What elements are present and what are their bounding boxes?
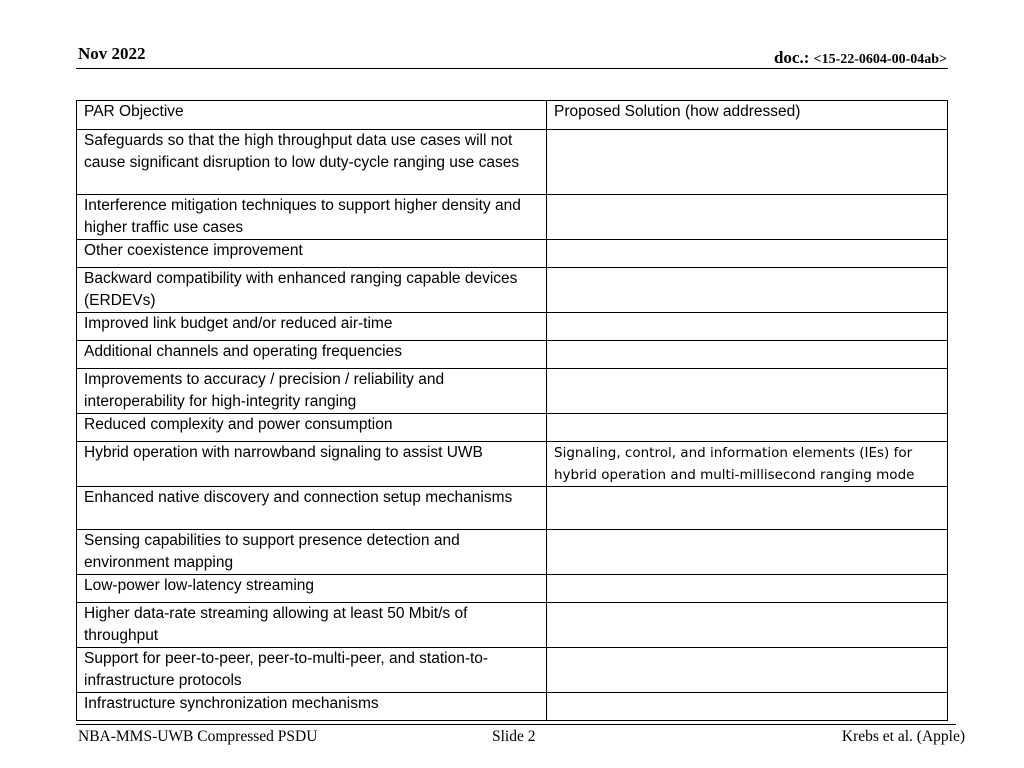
solution-cell: [547, 313, 948, 341]
solution-cell: [547, 414, 948, 442]
objective-cell: Additional channels and operating frequencies: [77, 341, 547, 369]
solution-cell: [547, 130, 948, 195]
footer-title: NBA-MMS-UWB Compressed PSDU: [78, 728, 318, 745]
header-cell-solution: Proposed Solution (how addressed): [547, 101, 948, 130]
table-row: [77, 442, 948, 487]
table-row: [77, 130, 948, 195]
solution-cell: [547, 487, 948, 530]
table-row: [77, 693, 948, 721]
table-row: [77, 240, 948, 268]
table-row: [77, 575, 948, 603]
objective-cell: Support for peer-to-peer, peer-to-multi-peer, and station-to-infrastructure protocols: [77, 648, 547, 693]
objective-cell: Other coexistence improvement: [77, 240, 547, 268]
solution-cell: [547, 341, 948, 369]
footer-author: Krebs et al. (Apple): [841, 728, 965, 745]
solution-cell: Signaling, control, and information elements (IEs) for hybrid operation and multi-millisecond ranging mode: [547, 442, 948, 487]
solution-cell: [547, 195, 948, 240]
table-row: [77, 195, 948, 240]
header-date: Nov 2022: [78, 44, 146, 63]
objective-cell: Enhanced native discovery and connection setup mechanisms: [77, 487, 547, 530]
header-divider: [76, 68, 948, 69]
solution-cell: [547, 369, 948, 414]
objective-cell: Hybrid operation with narrowband signaling to assist UWB: [77, 442, 547, 487]
slide-number: Slide 2: [492, 728, 536, 745]
solution-cell: [547, 575, 948, 603]
solution-cell: [547, 693, 948, 721]
objective-cell: Interference mitigation techniques to support higher density and higher traffic use cases: [77, 195, 547, 240]
footer-divider: [76, 724, 956, 725]
objective-cell: Safeguards so that the high throughput data use cases will not cause significant disruption to low duty-cycle ranging use cases: [77, 130, 547, 195]
objective-cell: Low-power low-latency streaming: [77, 575, 547, 603]
table-row: [77, 648, 948, 693]
solution-cell: [547, 530, 948, 575]
solution-cell: [547, 648, 948, 693]
table-header-row: [77, 101, 948, 130]
objective-cell: Reduced complexity and power consumption: [77, 414, 547, 442]
table-row: [77, 313, 948, 341]
objective-cell: Higher data-rate streaming allowing at least 50 Mbit/s of throughput: [77, 603, 547, 648]
par-objectives-table: [76, 100, 948, 721]
objective-cell: Backward compatibility with enhanced ranging capable devices (ERDEVs): [77, 268, 547, 313]
table-row: [77, 369, 948, 414]
table-row: [77, 530, 948, 575]
solution-cell: [547, 603, 948, 648]
table-row: [77, 487, 948, 530]
doc-prefix: doc.:: [773, 48, 814, 67]
document-number: [774, 48, 947, 70]
header-cell-objective: PAR Objective: [77, 101, 547, 130]
solution-cell: [547, 240, 948, 268]
objective-cell: Sensing capabilities to support presence detection and environment mapping: [77, 530, 547, 575]
solution-cell: [547, 268, 948, 313]
table-row: [77, 268, 948, 313]
table-row: [77, 414, 948, 442]
table-row: [77, 341, 948, 369]
objective-cell: Improvements to accuracy / precision / reliability and interoperability for high-integrity ranging: [77, 369, 547, 414]
objective-cell: Infrastructure synchronization mechanisms: [77, 693, 547, 721]
objective-cell: Improved link budget and/or reduced air-time: [77, 313, 547, 341]
doc-number: <15-22-0604-00-04ab>: [813, 52, 947, 67]
table-row: [77, 603, 948, 648]
